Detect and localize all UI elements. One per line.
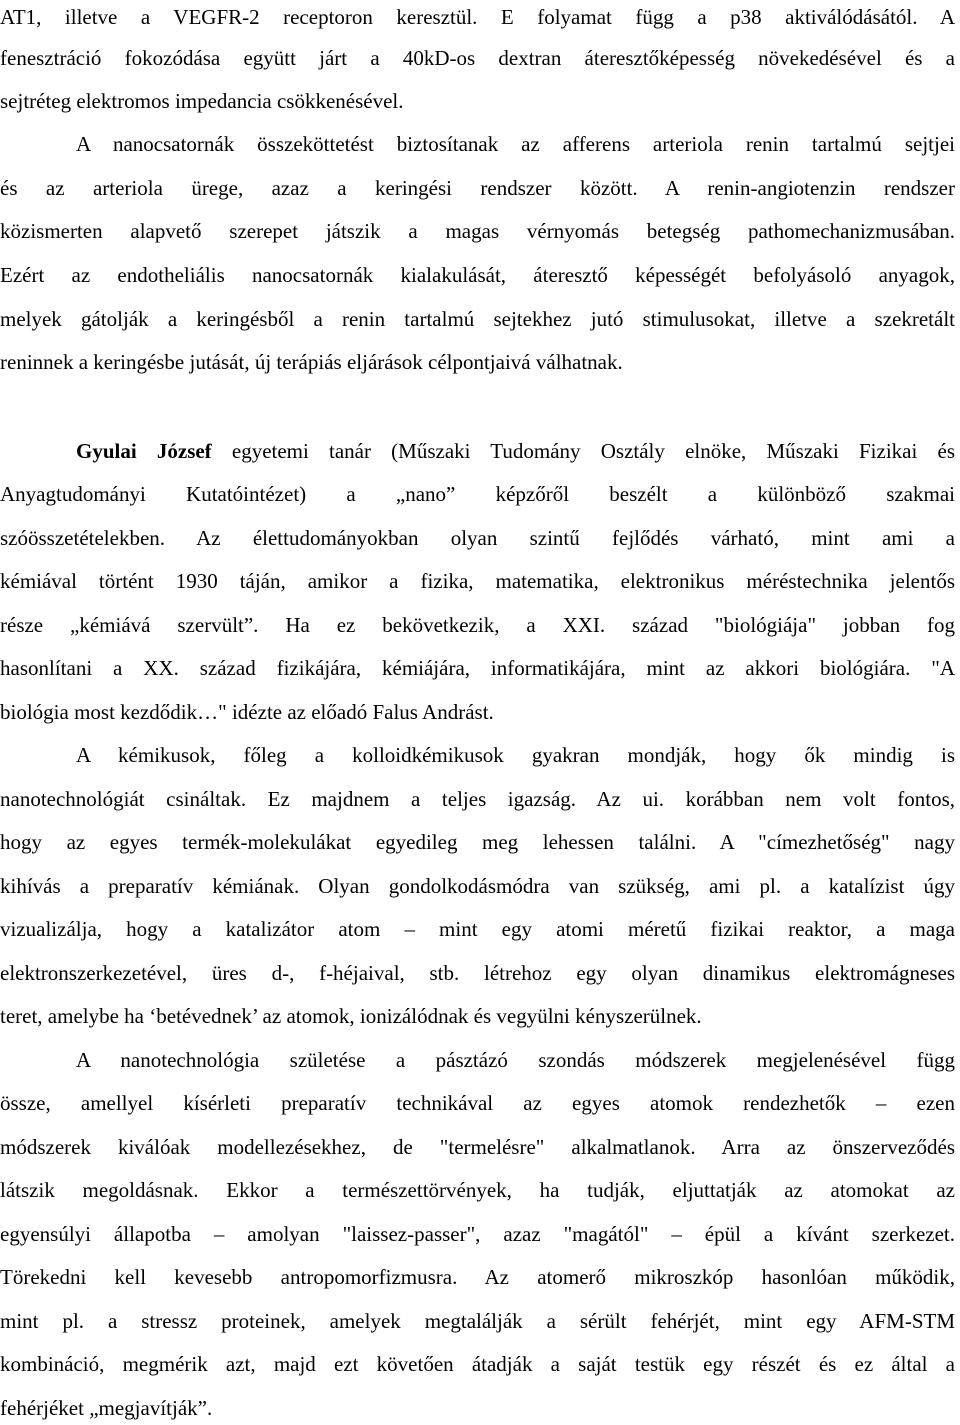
text-line: nanotechnológiát csináltak. Ez majdnem a teljes igazság. Az ui. korábban nem volt fontos, [0,787,955,811]
text-line: fenesztráció fokozódása együtt járt a 40kD-os dextran áteresztőképesség növekedésével és a [0,46,955,70]
text-line: egyensúlyi állapotba – amolyan "laissez-passer", azaz "magától" – épül a kívánt szerkezet. [0,1222,955,1246]
text-line: A kémikusok, főleg a kolloidkémikusok gyakran mondják, hogy ők mindig is [76,743,955,767]
text-line: és az arteriola ürege, azaz a keringési rendszer között. A renin-angiotenzin rendszer [0,176,955,200]
text-line: teret, amelybe ha ‘betévednek’ az atomok, ionizálódnak és vegyülni kényszerülnek. [0,1004,702,1028]
text-line [76,435,955,467]
text-line: mint pl. a stressz proteinek, amelyek megtalálják a sérült fehérjét, mint egy AFM-STM [0,1309,955,1333]
text-line: hasonlítani a XX. század fizikájára, kémiájára, informatikájára, mint az akkori biológiára. "A [0,656,955,680]
text-line: reninnek a keringésbe jutását, új terápiás eljárások célpontjaivá válhatnak. [0,350,623,374]
text-line: Anyagtudományi Kutatóintézet) a „nano” képzőről beszélt a különböző szakmai [0,482,955,506]
text-line: szóösszetételekben. Az élettudományokban olyan szintű fejlődés várható, mint ami a [0,526,955,550]
text-line: közismerten alapvető szerepet játszik a magas vérnyomás betegség pathomechanizmusában. [0,219,955,243]
text-line: látszik megoldásnak. Ekkor a természettörvények, ha tudják, eljuttatják az atomokat az [0,1178,955,1202]
text-line: sejtréteg elektromos impedancia csökkenésével. [0,89,404,113]
text-line: kihívás a preparatív kémiának. Olyan gondolkodásmódra van szükség, ami pl. a katalízist úgy [0,874,955,898]
text-line: Ezért az endotheliális nanocsatornák kialakulását, áteresztő képességét befolyásoló anyagok, [0,263,955,287]
text-line: össze, amellyel kísérleti preparatív technikával az egyes atomok rendezhetők – ezen [0,1091,955,1115]
text-line: része „kémiává szervült”. Ha ez bekövetkezik, a XXI. század "biológiája" jobban fog [0,613,955,637]
text-line: fehérjéket „megjavítják”. [0,1396,213,1420]
text-line: hogy az egyes termék-molekulákat egyedileg meg lehessen találni. A "címezhetőség" nagy [0,830,955,854]
text-line: elektronszerkezetével, üres d-, f-héjaival, stb. létrehoz egy olyan dinamikus elektromágneses [0,961,955,985]
text-line: biológia most kezdődik…" idézte az előadó Falus Andrást. [0,700,494,724]
text-line: AT1, illetve a VEGFR-2 receptoron keresztül. E folyamat függ a p38 aktiválódásától. A [0,5,955,29]
text-line: vizualizálja, hogy a katalizátor atom – mint egy atomi méretű fizikai reaktor, a maga [0,917,955,941]
text-span: egyetemi tanár (Műszaki Tudomány Osztály elnöke, Műszaki Fizikai és [211,439,955,463]
text-line: kombináció, megmérik azt, majd ezt követően átadják a saját testük egy részét és ez által a [0,1352,955,1376]
text-line: módszerek kiválóak modellezésekhez, de "termelésre" alkalmatlanok. Arra az önszerveződés [0,1135,955,1159]
text-line: kémiával történt 1930 táján, amikor a fizika, matematika, elektronikus méréstechnika jelentős [0,569,955,593]
text-line: melyek gátolják a keringésből a renin tartalmú sejtekhez jutó stimulusokat, illetve a szekretált [0,307,955,331]
text-line: A nanocsatornák összeköttetést biztosítanak az afferens arteriola renin tartalmú sejtjei [76,132,955,156]
speaker-name: Gyulai József [76,439,212,463]
text-line: Törekedni kell kevesebb antropomorfizmusra. Az atomerő mikroszkóp hasonlóan működik, [0,1265,955,1289]
text-line: A nanotechnológia születése a pásztázó szondás módszerek megjelenésével függ [76,1048,955,1072]
